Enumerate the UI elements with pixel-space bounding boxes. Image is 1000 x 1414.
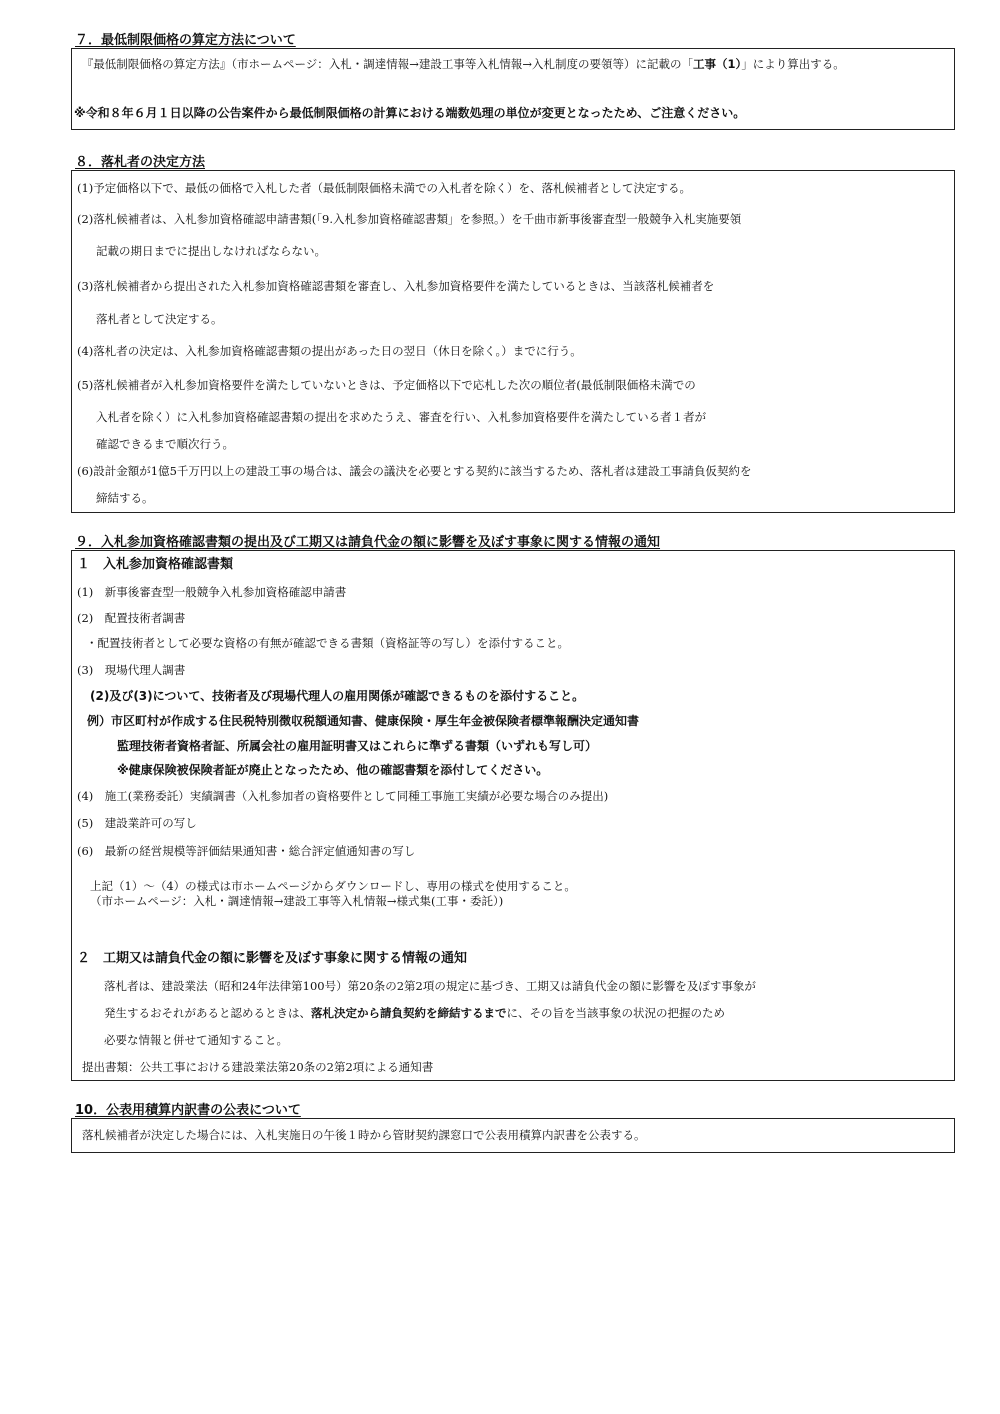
section-9-p2-bold: 落札決定から請負契約を締結するまで [311, 1006, 507, 1020]
section-9-submit-doc: 提出書類：公共工事における建設業法第20条の2第2項による通知書 [82, 1060, 434, 1074]
section-8-line: (6)設計金額が1億5千万円以上の建設工事の場合は、議会の議決を必要とする契約に該当するため、落札者は建設工事請負仮契約を [77, 464, 752, 478]
section-10-text: 落札候補者が決定した場合には、入札実施日の午後１時から管財契約課窓口で公表用積算内訳書を公表する。 [82, 1128, 646, 1142]
section-9-item: (1) 新事後審査型一般競争入札参加資格確認申請書 [77, 585, 347, 599]
section-9-item: (2) 配置技術者調書 [77, 611, 186, 625]
section-7-text-post: 」により算出する。 [741, 57, 845, 71]
section-8-line: (2)落札候補者は、入札参加資格確認申請書類(「9.入札参加資格確認書類」を参照。）を千曲市新事後審査型一般競争入札実施要領 [77, 212, 742, 226]
section-9-subheading-1: １ 入札参加資格確認書類 [77, 557, 234, 572]
section-9-example: 例）市区町村が作成する住民税特別徴収税額通知書、健康保険・厚生年金被保険者標準報酬決定通知書 [87, 714, 640, 728]
section-10-box [71, 1118, 955, 1153]
section-8-line: 記載の期日までに提出しなければならない。 [96, 244, 326, 258]
section-9-item: (3) 現場代理人調書 [77, 663, 186, 677]
section-7-box [71, 48, 955, 130]
section-9-warning: ※健康保険被保険者証が廃止となったため、他の確認書類を添付してください。 [117, 763, 549, 777]
section-9-item-bold: (2)及び(3)について、技術者及び現場代理人の雇用関係が確認できるものを添付すること。 [90, 689, 585, 703]
section-8-line: (1)予定価格以下で、最低の価格で入札した者（最低制限価格未満での入札者を除く）を、落札候補者として決定する。 [77, 181, 692, 195]
section-7-text-bold: 工事（1） [693, 57, 742, 71]
section-7-paragraph [76, 57, 944, 71]
section-8-box [71, 170, 955, 513]
section-9-p2-post: に、その旨を当該事象の状況の把握のため [506, 1006, 725, 1020]
section-9-subheading-2: ２ 工期又は請負代金の額に影響を及ぼす事象に関する情報の通知 [77, 951, 468, 966]
section-9-example-cont: 監理技術者資格者証、所属会社の雇用証明書又はこれらに準ずる書類（いずれも写し可） [117, 739, 598, 753]
section-8-line: 落札者として決定する。 [96, 312, 223, 326]
section-7-notice: ※令和８年６月１日以降の公告案件から最低制限価格の計算における端数処理の単位が変更となったため、ご注意ください。 [74, 106, 746, 120]
section-9-p2-line: 必要な情報と併せて通知すること。 [104, 1033, 288, 1047]
section-9-p2-line [104, 1006, 725, 1020]
section-8-line: (5)落札候補者が入札参加資格要件を満たしていないときは、予定価格以下で応札した次の順位者(最低制限価格未満での [77, 378, 696, 392]
section-10-heading: 10．公表用積算内訳書の公表について [75, 1103, 301, 1118]
section-8-line: 入札者を除く）に入札参加資格確認書類の提出を求めたうえ、審査を行い、入札参加資格要件を満たしている者１者が [96, 410, 707, 424]
section-9-p2-line: 落札者は、建設業法（昭和24年法律第100号）第20条の2第2項の規定に基づき、工期又は請負代金の額に影響を及ぼす事象が [104, 979, 756, 993]
section-9-heading: ９．入札参加資格確認書類の提出及び工期又は請負代金の額に影響を及ぼす事象に関する情報の通知 [75, 535, 661, 550]
section-7-text-pre: 『最低制限価格の算定方法』（市ホームページ：入札・調達情報→建設工事等入札情報→入札制度の要領等）に記載の「 [76, 57, 694, 71]
section-9-note-path: （市ホームページ：入札・調達情報→建設工事等入札情報→様式集(工事・委託）) [90, 894, 504, 908]
section-8-line: (4)落札者の決定は、入札参加資格確認書類の提出があった日の翌日（休日を除く。）までに行う。 [77, 344, 582, 358]
section-9-item: (4) 施工(業務委託）実績調書（入札参加者の資格要件として同種工事施工実績が必要な場合のみ提出) [77, 789, 609, 803]
section-9-note: 上記（1）～（4）の様式は市ホームページからダウンロードし、専用の様式を使用すること。 [90, 879, 576, 893]
section-9-p2-pre: 発生するおそれがあると認めるときは、 [104, 1006, 311, 1020]
section-8-line: (3)落札候補者から提出された入札参加資格確認書類を審査し、入札参加資格要件を満たしているときは、当該落札候補者を [77, 279, 715, 293]
section-8-line: 確認できるまで順次行う。 [96, 437, 234, 451]
section-9-item: (6) 最新の経営規模等評価結果通知書・総合評定値通知書の写し [77, 844, 416, 858]
section-8-line: 締結する。 [96, 491, 154, 505]
section-9-box [71, 550, 955, 1081]
section-9-item: ・配置技術者として必要な資格の有無が確認できる書類（資格証等の写し）を添付すること。 [86, 636, 569, 650]
section-7-heading: ７．最低制限価格の算定方法について [75, 33, 296, 48]
section-8-heading: ８．落札者の決定方法 [75, 155, 206, 170]
section-9-item: (5) 建設業許可の写し [77, 816, 197, 830]
